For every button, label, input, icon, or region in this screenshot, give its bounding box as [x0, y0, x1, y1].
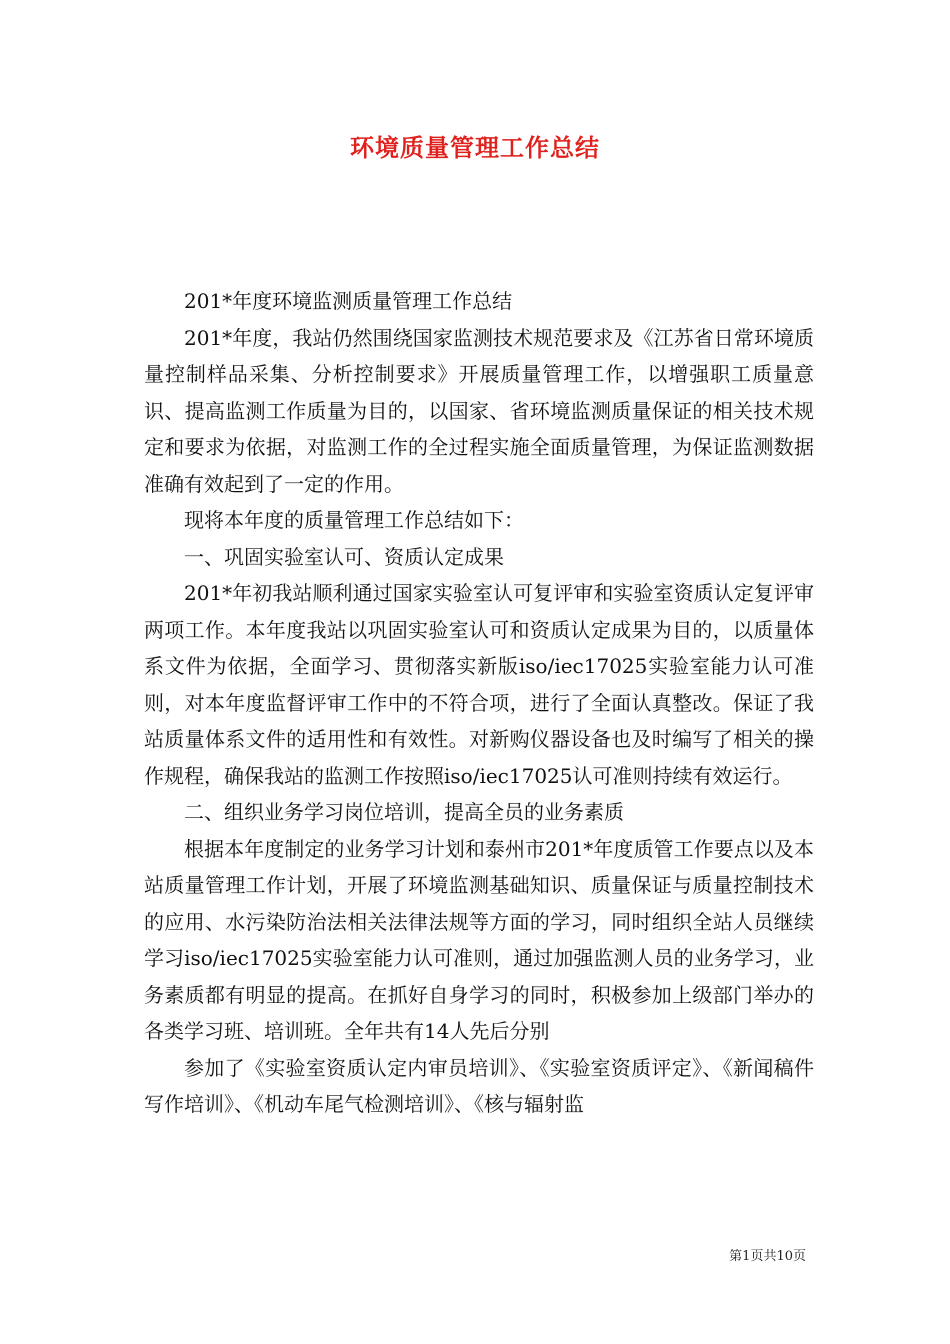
page-number: 第1页共10页	[729, 1249, 806, 1264]
section-heading-1: 一、巩固实验室认可、资质认定成果	[184, 544, 504, 569]
paragraph-subtitle: 201*年度环境监测质量管理工作总结	[184, 289, 513, 313]
paragraph-section-2-cont: 参加了《实验室资质认定内审员培训》、《实验室资质评定》、《新闻稿件写作培训》、《机动车尾气检测培训》、《核与辐射监	[144, 1055, 814, 1116]
document-body	[144, 283, 814, 1123]
section-heading-2: 二、组织业务学习岗位培训，提高全员的业务素质	[184, 800, 624, 824]
page-title: 环境质量管理工作总结	[350, 133, 600, 162]
paragraph-intro: 201*年度，我站仍然围绕国家监测技术规范要求及《江苏省日常环境质量控制样品采集、分析控制要求》开展质量管理工作，以增强职工质量意识、提高监测工作质量为目的，以国家、省环境监测质量保证的相关技术规定和要求为依据，对监测工作的全过程实施全面质量管理，为保证监测数据准确有效起到了一定的作用。	[144, 325, 814, 496]
paragraph-section-1: 201*年初我站顺利通过国家实验室认可复评审和实验室资质认定复评审两项工作。本年度我站以巩固实验室认可和资质认定成果为目的，以质量体系文件为依据，全面学习、贯彻落实新版iso/iec17025实验室能力认可准则，对本年度监督评审工作中的不符合项，进行了全面认真整改。保证了我站质量体系文件的适用性和有效性。对新购仪器设备也及时编写了相关的操作规程，确保我站的监测工作按照iso/iec17025认可准则持续有效运行。	[144, 581, 814, 788]
paragraph-section-2: 根据本年度制定的业务学习计划和泰州市201*年度质管工作要点以及本站质量管理工作计划，开展了环境监测基础知识、质量保证与质量控制技术的应用、水污染防治法相关法律法规等方面的学习，同时组织全站人员继续学习iso/iec17025实验室能力认可准则，通过加强监测人员的业务学习，业务素质都有明显的提高。在抓好自身学习的同时，积极参加上级部门举办的各类学习班、培训班。全年共有14人先后分别	[144, 836, 814, 1043]
paragraph-summary-lead: 现将本年度的质量管理工作总结如下：	[184, 508, 524, 532]
